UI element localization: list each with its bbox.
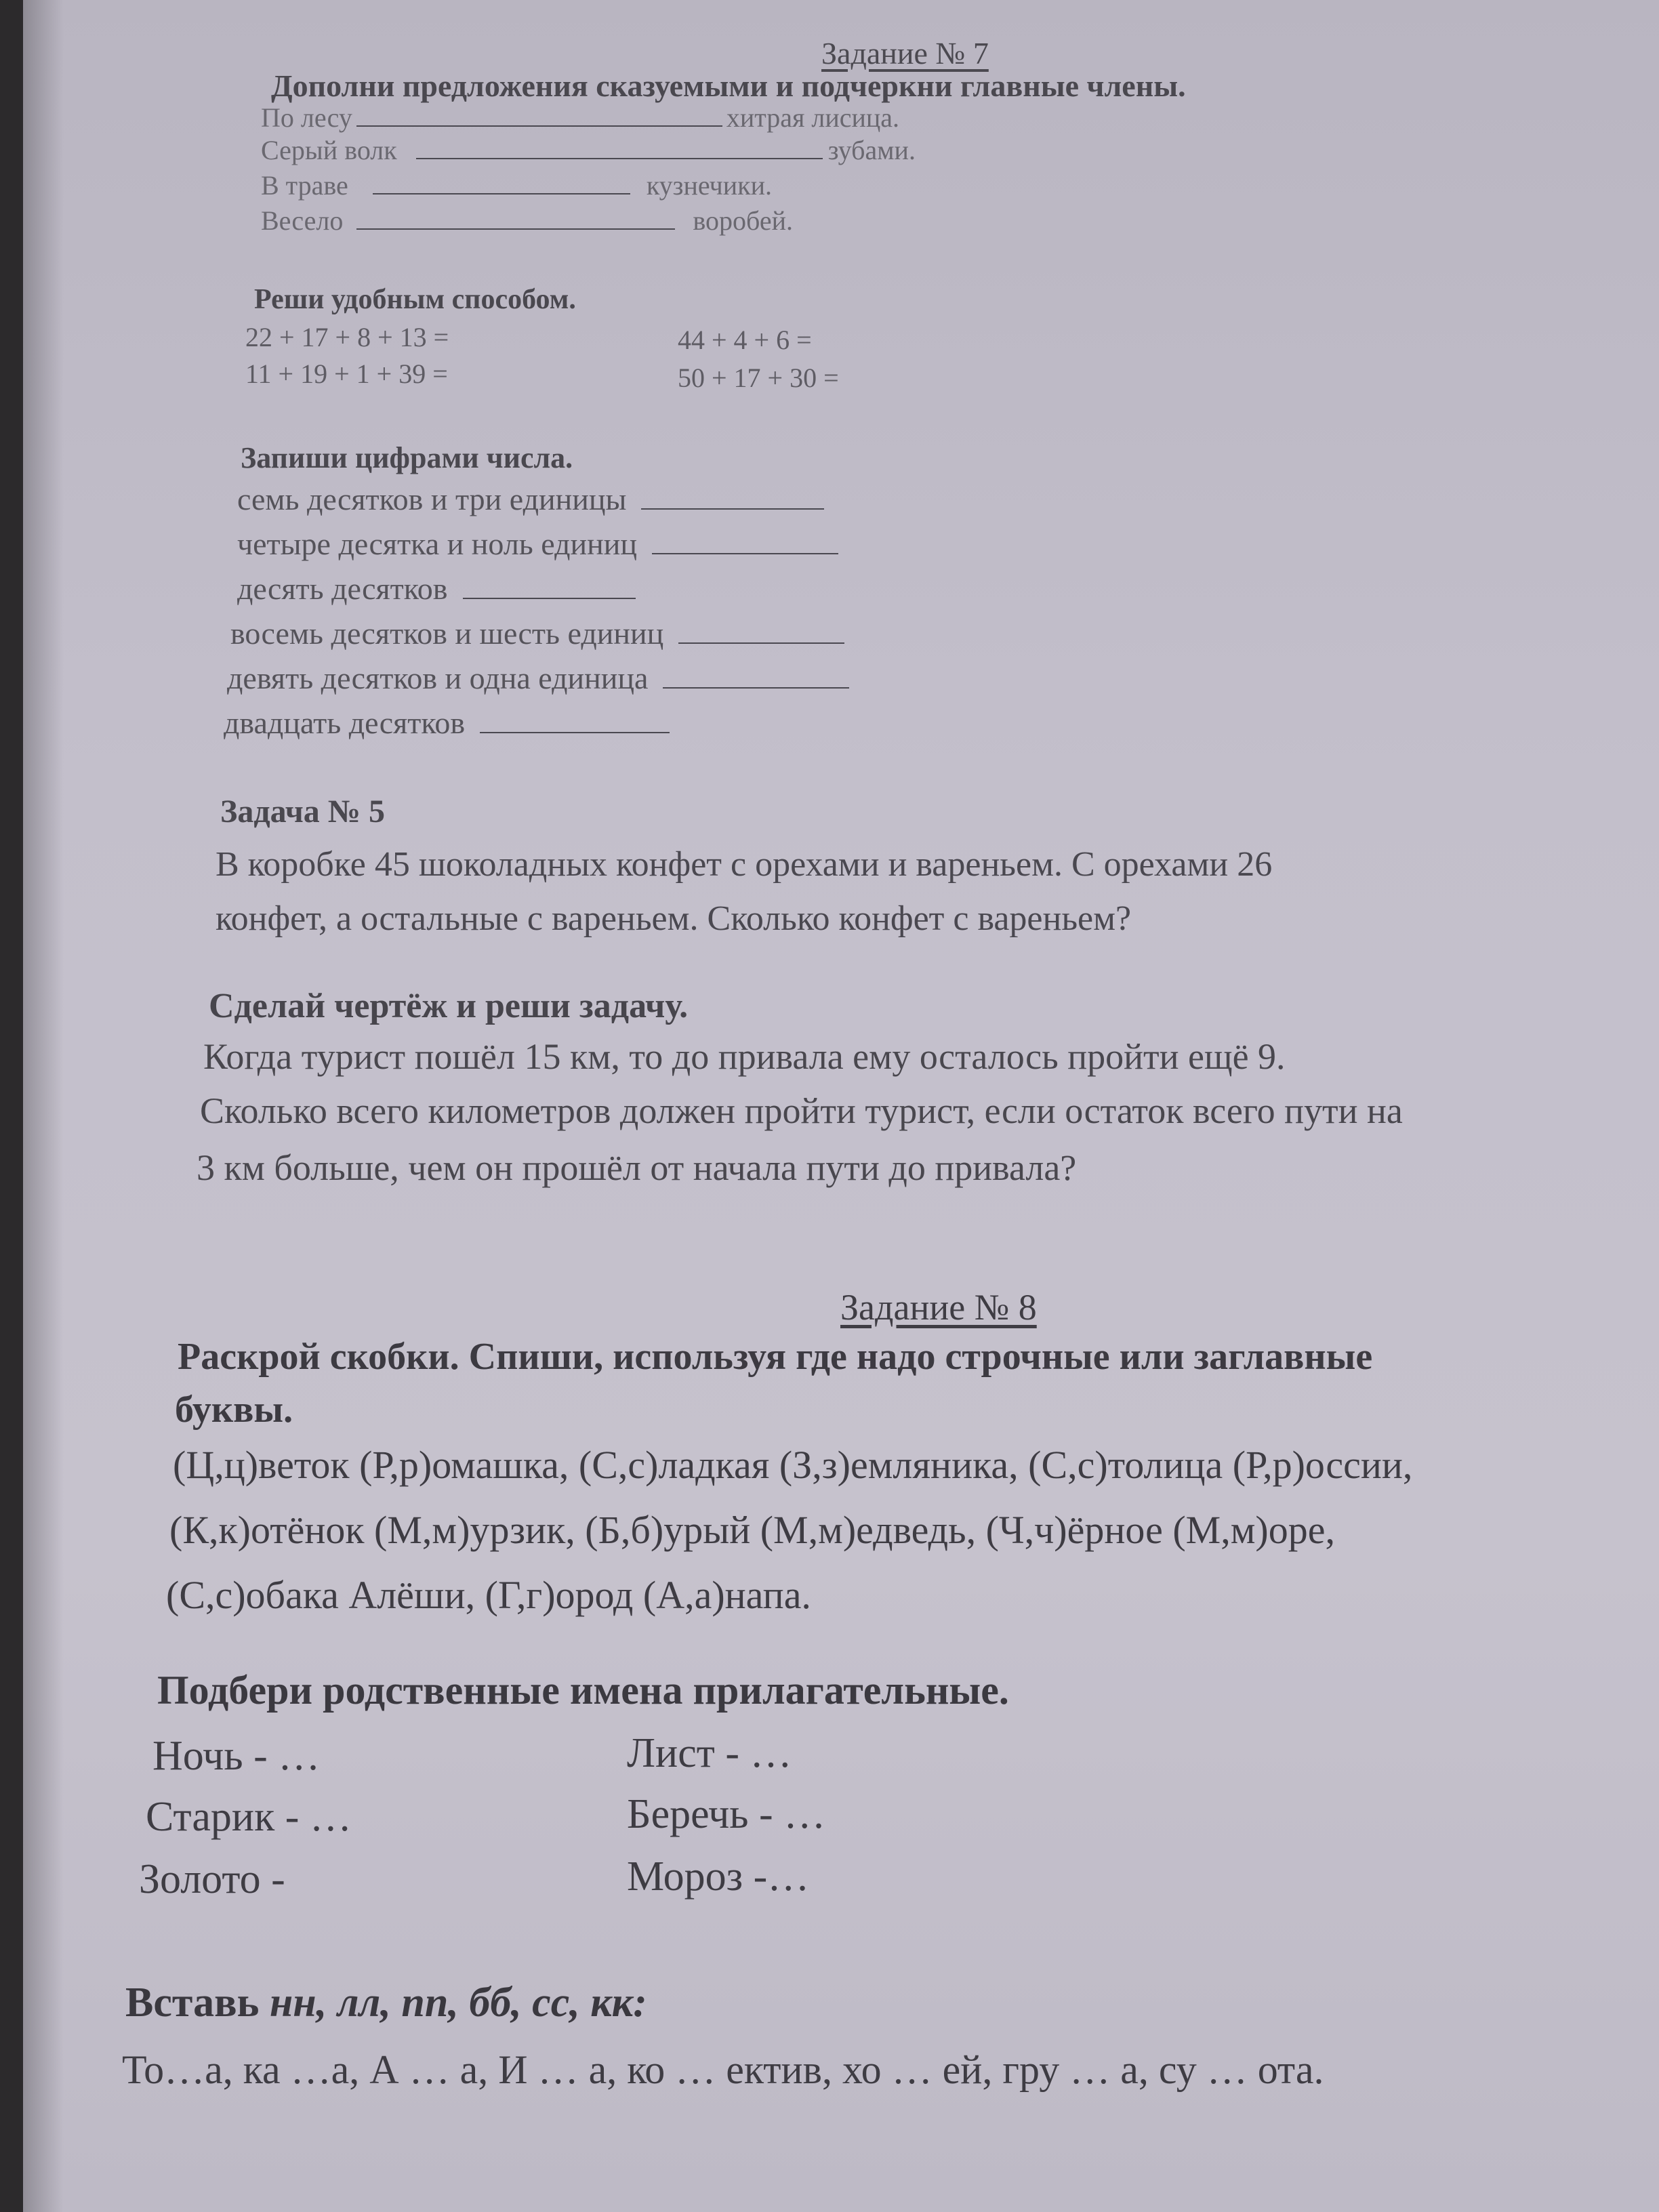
sentence-start: В траве bbox=[261, 170, 348, 201]
task7-instruction: Дополни предложения сказуемыми и подчеркни главные члены. bbox=[271, 68, 1186, 103]
answer-blank[interactable] bbox=[356, 228, 675, 230]
adjective-word: Золото - bbox=[139, 1856, 285, 1902]
answer-blank[interactable] bbox=[373, 192, 630, 194]
answer-blank[interactable] bbox=[356, 125, 722, 127]
drawing-line-3: 3 км больше, чем он прошёл от начала пути до привала? bbox=[197, 1147, 1077, 1188]
number-row-3 bbox=[237, 571, 636, 607]
sentence-4 bbox=[261, 205, 793, 237]
adjective-word: Старик - … bbox=[146, 1794, 352, 1840]
number-blank[interactable] bbox=[480, 731, 670, 733]
number-blank[interactable] bbox=[652, 552, 838, 554]
expression-2: 44 + 4 + 6 = bbox=[678, 325, 812, 355]
sentence-end: воробей. bbox=[693, 205, 793, 236]
number-row-5 bbox=[227, 660, 849, 696]
brackets-line-1: (Ц,ц)веток (Р,р)омашка, (С,с)ладкая (З,з)емляника, (С,с)толица (Р,р)оссии, bbox=[173, 1443, 1413, 1487]
number-row-2 bbox=[237, 526, 838, 562]
insert-title-letters: нн, лл, пп, бб, сс, кк: bbox=[269, 1980, 647, 2026]
sentence-3 bbox=[261, 169, 772, 201]
adjective-word: Лист - … bbox=[627, 1730, 792, 1776]
adjectives-title: Подбери родственные имена прилагательные. bbox=[157, 1668, 1009, 1713]
answer-blank[interactable] bbox=[416, 157, 823, 159]
number-row-1 bbox=[237, 481, 824, 517]
number-blank[interactable] bbox=[641, 508, 824, 510]
digits-title: Запиши цифрами числа. bbox=[241, 441, 573, 474]
expression-3: 11 + 19 + 1 + 39 = bbox=[245, 359, 448, 389]
brackets-line-2: (К,к)отёнок (М,м)урзик, (Б,б)урый (М,м)едведь, (Ч,ч)ёрное (М,м)оре, bbox=[169, 1508, 1335, 1552]
problem5-title: Задача № 5 bbox=[220, 794, 385, 830]
drawing-title: Сделай чертёж и реши задачу. bbox=[209, 987, 689, 1025]
task8-instruction-line-2: буквы. bbox=[175, 1389, 293, 1431]
number-blank[interactable] bbox=[663, 687, 849, 689]
sentence-2 bbox=[261, 134, 916, 166]
task8-heading: Задание № 8 bbox=[840, 1287, 1037, 1328]
sentence-start: По лесу bbox=[261, 102, 352, 133]
number-words: двадцать десятков bbox=[224, 705, 466, 740]
expression-4: 50 + 17 + 30 = bbox=[678, 363, 839, 393]
task8-instruction-line-1: Раскрой скобки. Спиши, используя где надо строчные или заглавные bbox=[178, 1336, 1373, 1378]
adjective-word: Мороз -… bbox=[627, 1853, 810, 1900]
adjective-word: Ночь - … bbox=[152, 1733, 321, 1779]
sentence-1 bbox=[261, 102, 899, 134]
number-words: восемь десятков и шесть единиц bbox=[230, 616, 664, 651]
page-shadow bbox=[23, 0, 64, 2212]
task7-heading: Задание № 7 bbox=[821, 36, 989, 70]
number-words: семь десятков и три единицы bbox=[237, 482, 627, 516]
sentence-end: кузнечики. bbox=[646, 170, 773, 201]
sentence-start: Весело bbox=[261, 205, 344, 236]
expression-1: 22 + 17 + 8 + 13 = bbox=[245, 322, 449, 352]
insert-title-bold: Вставь bbox=[125, 1980, 260, 2026]
solve-title: Реши удобным способом. bbox=[254, 284, 576, 315]
insert-line: То…а, ка …а, А … а, И … а, ко … ектив, хо … ей, гру … а, су … ота. bbox=[122, 2047, 1324, 2092]
sentence-end: зубами. bbox=[827, 135, 916, 165]
problem5-line-1: В коробке 45 шоколадных конфет с орехами и вареньем. С орехами 26 bbox=[216, 845, 1273, 884]
number-row-6 bbox=[224, 705, 670, 741]
problem5-line-2: конфет, а остальные с вареньем. Сколько конфет с вареньем? bbox=[216, 899, 1132, 938]
sentence-start: Серый волк bbox=[261, 135, 397, 165]
number-words: девять десятков и одна единица bbox=[227, 661, 649, 695]
insert-title bbox=[125, 1979, 647, 2027]
sentence-end: хитрая лисица. bbox=[726, 102, 900, 133]
number-blank[interactable] bbox=[463, 597, 636, 599]
number-row-4 bbox=[230, 615, 844, 651]
number-words: четыре десятка и ноль единиц bbox=[237, 527, 637, 561]
drawing-line-1: Когда турист пошёл 15 км, то до привала ему осталось пройти ещё 9. bbox=[203, 1036, 1286, 1077]
adjective-word: Беречь - … bbox=[627, 1791, 826, 1837]
number-words: десять десятков bbox=[237, 571, 448, 606]
number-blank[interactable] bbox=[678, 642, 844, 644]
brackets-line-3: (С,с)обака Алёши, (Г,г)ород (А,а)напа. bbox=[166, 1573, 811, 1617]
drawing-line-2: Сколько всего километров должен пройти турист, если остаток всего пути на bbox=[200, 1090, 1403, 1131]
